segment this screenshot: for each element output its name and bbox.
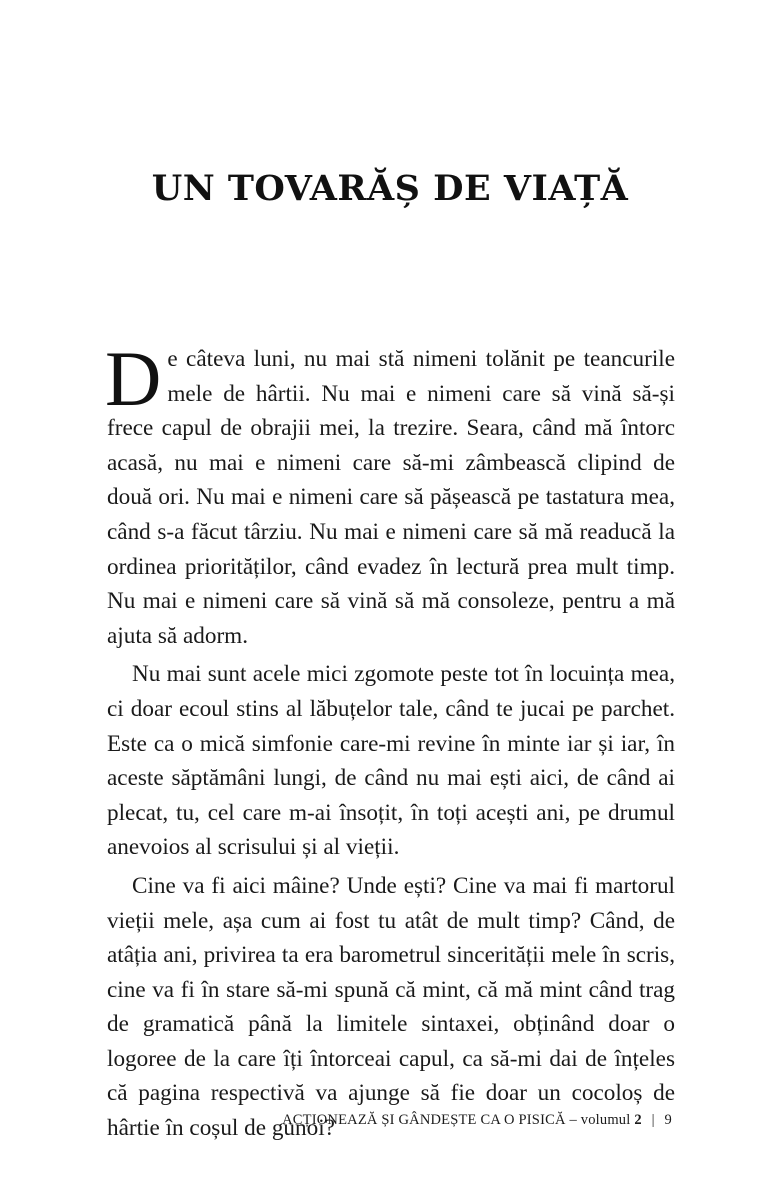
- footer-volume-label: volumul: [580, 1112, 631, 1128]
- footer-separator: |: [651, 1112, 655, 1128]
- page-number: 9: [664, 1112, 672, 1128]
- footer-dash: –: [569, 1112, 577, 1128]
- chapter-body: [105, 335, 675, 1150]
- drop-cap: D: [105, 335, 162, 422]
- paragraph-2: Nu mai sunt acele mici zgomote peste tot în locuința mea, ci doar ecoul stins al lăbuțelor tale, când te jucai pe parchet. Este ca o mică simfonie care-mi revine în minte iar și iar, în aceste săptămâni lungi, de când nu mai ești aici, de când ai plecat, tu, cel care m-ai însoțit, în toți acești ani, pe drumul anevoios al scrisului și al vieții.: [107, 661, 675, 861]
- chapter-title: UN TOVARĂȘ DE VIAȚĂ: [151, 168, 629, 209]
- paragraph-1-text: e câteva luni, nu mai stă nimeni tolănit pe teancurile mele de hârtii. Nu mai e nimeni care să vină să-și frece capul de obrajii mei, la trezire. Seara, când mă întorc acasă, nu mai e nimeni care să-mi zâmbească clipind de două ori. Nu mai e nimeni care să pășească pe tastatura mea, când s-a făcut târziu. Nu mai e nimeni care să mă readucă la ordinea priorităților, când evadez în lectură prea mult timp. Nu mai e nimeni care să vină să mă consoleze, pentru a mă ajuta să adorm.: [107, 346, 675, 649]
- paragraph-1: [105, 335, 675, 653]
- paragraph-3: Cine va fi aici mâine? Unde ești? Cine va mai fi martorul vieții mele, așa cum ai fost tu atât de mult timp? Când, de atâția ani, privirea ta era barometrul sincerității mele în scris, cine va fi în stare să-mi spună că mint, că mă mint când trag de gramatică până la limitele sintaxei, obținând doar o logoree de la care îți întorceai capul, ca să-mi dai de înțeles că pagina respectivă va ajunge să fie doar un cocoloș de hârtie în coșul de gunoi?: [107, 872, 675, 1142]
- footer-book-title: ACȚIONEAZĂ ȘI GÂNDEȘTE CA O PISICĂ: [282, 1112, 566, 1128]
- footer-volume-number: 2: [634, 1112, 642, 1128]
- running-footer: [282, 1112, 672, 1129]
